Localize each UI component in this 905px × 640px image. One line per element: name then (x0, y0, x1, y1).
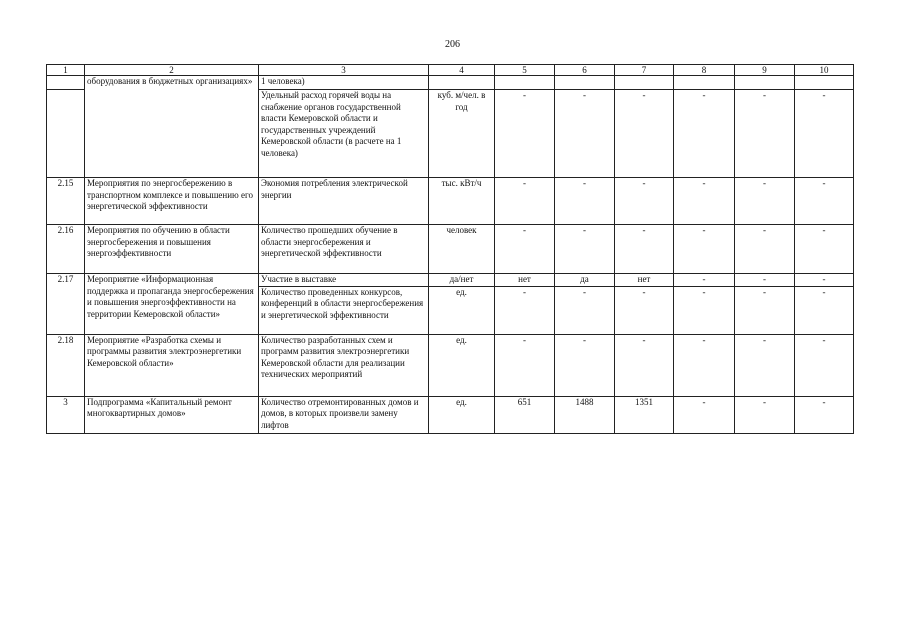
value-cell: - (555, 90, 615, 178)
value-cell: - (674, 334, 735, 396)
header-cell: 8 (674, 65, 735, 76)
value-cell: - (674, 90, 735, 178)
value-cell: - (735, 396, 795, 433)
indicator-cell: 1 человека) (259, 76, 429, 90)
measure-cell: Мероприятия по обучению в области энергосбережения и повышения энергоэффективности (85, 225, 259, 274)
unit-cell: куб. м/чел. в год (429, 90, 495, 178)
header-cell: 1 (47, 65, 85, 76)
row-number-cell: 2.18 (47, 334, 85, 396)
table-header-row (47, 65, 854, 76)
header-cell: 7 (615, 65, 674, 76)
value-cell: 1351 (615, 396, 674, 433)
header-cell: 9 (735, 65, 795, 76)
unit-cell: тыс. кВт/ч (429, 178, 495, 225)
value-cell: 651 (495, 396, 555, 433)
row-number-cell: 3 (47, 396, 85, 433)
table-row (47, 178, 854, 225)
value-cell (555, 76, 615, 90)
unit-cell: ед. (429, 286, 495, 334)
value-cell (615, 76, 674, 90)
unit-cell: ед. (429, 334, 495, 396)
indicator-cell: Количество разработанных схем и программ развития электроэнергетики Кемеровской области для реализации технических мероприятий (259, 334, 429, 396)
row-number-cell: 2.17 (47, 274, 85, 335)
value-cell: нет (495, 274, 555, 287)
header-cell: 10 (795, 65, 854, 76)
value-cell (795, 76, 854, 90)
value-cell: - (555, 334, 615, 396)
value-cell: - (795, 396, 854, 433)
row-number-cell: 2.15 (47, 178, 85, 225)
table-row (47, 396, 854, 433)
value-cell: - (674, 396, 735, 433)
indicator-cell: Количество прошедших обучение в области энергосбережения и энергетической эффективности (259, 225, 429, 274)
header-cell: 3 (259, 65, 429, 76)
value-cell: - (795, 274, 854, 287)
value-cell: да (555, 274, 615, 287)
table-row (47, 76, 854, 90)
value-cell: - (735, 90, 795, 178)
value-cell: - (495, 286, 555, 334)
unit-cell: человек (429, 225, 495, 274)
value-cell: - (615, 90, 674, 178)
value-cell: - (795, 225, 854, 274)
value-cell: - (674, 225, 735, 274)
value-cell (735, 76, 795, 90)
indicator-cell: Количество проведенных конкурсов, конференций в области энергосбережения и энергетической эффективности (259, 286, 429, 334)
value-cell: - (495, 334, 555, 396)
value-cell: - (735, 178, 795, 225)
value-cell: 1488 (555, 396, 615, 433)
measure-cell: Мероприятие «Информационная поддержка и пропаганда энергосбережения и повышения энергоэффективности на территории Кемеровской области» (85, 274, 259, 335)
unit-cell (429, 76, 495, 90)
value-cell: - (735, 225, 795, 274)
page-number: 206 (445, 39, 460, 50)
value-cell: - (615, 225, 674, 274)
value-cell: - (735, 286, 795, 334)
header-cell: 6 (555, 65, 615, 76)
measure-cell: Мероприятие «Разработка схемы и программы развития электроэнергетики Кемеровской области» (85, 334, 259, 396)
header-cell: 2 (85, 65, 259, 76)
measure-cell: оборудования в бюджетных организациях» (85, 76, 259, 178)
row-number-cell (47, 90, 85, 178)
value-cell: - (615, 178, 674, 225)
header-cell: 5 (495, 65, 555, 76)
value-cell: - (795, 178, 854, 225)
measure-cell: Подпрограмма «Капитальный ремонт многоквартирных домов» (85, 396, 259, 433)
value-cell: - (615, 334, 674, 396)
row-number-cell: 2.16 (47, 225, 85, 274)
value-cell (495, 76, 555, 90)
indicator-cell: Удельный расход горячей воды на снабжение органов государственной власти Кемеровской области и государственных учреждений Кемеровской области (в расчете на 1 человека) (259, 90, 429, 178)
value-cell: - (495, 90, 555, 178)
row-number-cell (47, 76, 85, 90)
value-cell: - (555, 225, 615, 274)
unit-cell: да/нет (429, 274, 495, 287)
value-cell: нет (615, 274, 674, 287)
value-cell: - (555, 178, 615, 225)
indicator-cell: Участие в выставке (259, 274, 429, 287)
value-cell: - (735, 334, 795, 396)
unit-cell: ед. (429, 396, 495, 433)
value-cell: - (615, 286, 674, 334)
value-cell: - (795, 286, 854, 334)
value-cell: - (674, 286, 735, 334)
value-cell: - (495, 178, 555, 225)
value-cell: - (555, 286, 615, 334)
table-row (47, 225, 854, 274)
value-cell (674, 76, 735, 90)
header-cell: 4 (429, 65, 495, 76)
value-cell: - (735, 274, 795, 287)
table-row (47, 274, 854, 287)
value-cell: - (674, 178, 735, 225)
value-cell: - (795, 334, 854, 396)
indicator-cell: Количество отремонтированных домов и домов, в которых произвели замену лифтов (259, 396, 429, 433)
value-cell: - (495, 225, 555, 274)
table-row (47, 334, 854, 396)
value-cell: - (795, 90, 854, 178)
data-table (46, 64, 854, 434)
value-cell: - (674, 274, 735, 287)
measure-cell: Мероприятия по энергосбережению в транспортном комплексе и повышению его энергетической эффективности (85, 178, 259, 225)
indicator-cell: Экономия потребления электрической энергии (259, 178, 429, 225)
